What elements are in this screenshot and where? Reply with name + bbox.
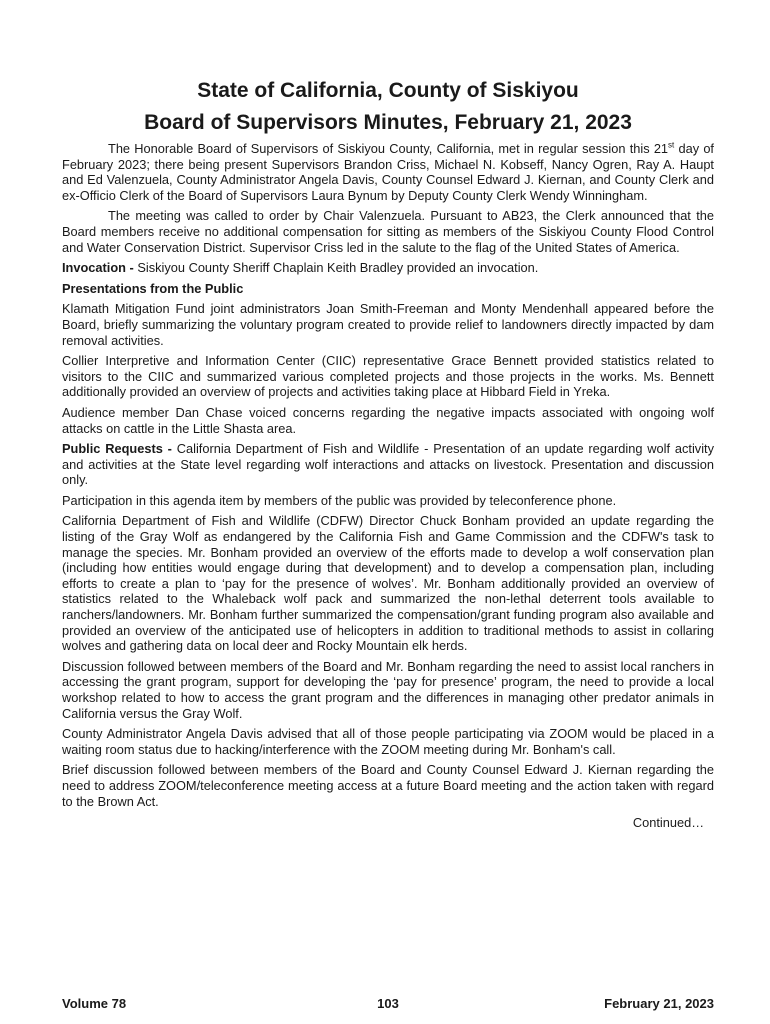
ordinal-suffix: st bbox=[668, 140, 675, 150]
continued-note: Continued… bbox=[632, 815, 704, 831]
document-title: State of California, County of Siskiyou bbox=[197, 79, 579, 102]
footer-page-number: 103 bbox=[377, 996, 399, 1011]
invocation-paragraph bbox=[62, 260, 714, 276]
document-content bbox=[62, 78, 714, 830]
body-paragraph: County Administrator Angela Davis advised that all of those people participating via ZOOM would be placed in a waiting room status due to hacking/interference with the ZOOM meeting during Mr. Bonham's call. bbox=[62, 726, 714, 757]
opening-text-start: The Honorable Board of Supervisors of Siskiyou County, California, met in regular session this 21 bbox=[108, 141, 669, 156]
invocation-label: Invocation - bbox=[62, 260, 134, 276]
public-requests-label: Public Requests - bbox=[62, 441, 172, 457]
opening-text-end: day of February 2023; there being present Supervisors Brandon Criss, Michael N. Kobseff, Nancy Ogren, Ray A. Haupt and Ed Valenzuela, County Administrator Angela Davis, County Counsel Edward J. Kiernan, and County Clerk and ex-Officio Clerk of the Board of Supervisors Laura Bynum by Deputy County Clerk Wendy Winningham. bbox=[62, 141, 714, 203]
presentation-paragraph: Klamath Mitigation Fund joint administrators Joan Smith-Freeman and Monty Mendenhall appeared before the Board, briefly summarizing the voluntary program created to provide relief to landowners directly impacted by dam removal activities. bbox=[62, 301, 714, 348]
presentations-heading: Presentations from the Public bbox=[62, 280, 244, 296]
footer-date: February 21, 2023 bbox=[604, 996, 714, 1011]
invocation-text: Siskiyou County Sheriff Chaplain Keith Bradley provided an invocation. bbox=[133, 260, 539, 276]
call-to-order-paragraph: The meeting was called to order by Chair Valenzuela. Pursuant to AB23, the Clerk announced that the Board members receive no additional compensation for sitting as members of the Siskiyou County Flood Control and Water Conservation District. Supervisor Criss led in the salute to the flag of the United States of America. bbox=[62, 208, 714, 255]
public-requests-paragraph bbox=[62, 441, 714, 488]
body-paragraph: Discussion followed between members of the Board and Mr. Bonham regarding the need to assist local ranchers in accessing the grant program, support for developing the ‘pay for presence’ program, the need to provide a local workshop related to how to access the grant program and the differences in managing other predator animals in California versus the Gray Wolf. bbox=[62, 658, 714, 721]
presentation-paragraph: Collier Interpretive and Information Center (CIIC) representative Grace Bennett provided statistics related to visitors to the CIIC and summarized various completed projects and those projects in the works. Ms. Bennett additionally provided an overview of projects and activities taking place at Hibbard Field in Yreka. bbox=[62, 353, 714, 400]
body-paragraph: Participation in this agenda item by members of the public was provided by teleconference phone. bbox=[62, 492, 617, 508]
document-subtitle: Board of Supervisors Minutes, February 21, 2023 bbox=[144, 111, 632, 134]
opening-paragraph bbox=[62, 141, 714, 203]
body-paragraph: California Department of Fish and Wildlife (CDFW) Director Chuck Bonham provided an update regarding the listing of the Gray Wolf as endangered by the California Fish and Game Commission and the CDFW's task to manage the species. Mr. Bonham provided an overview of the efforts made to develop a wolf conservation plan (including how entities would engage during that development) and to develop a compensation plan, including efforts to create a plan to ‘pay for the presence of wolves’. Mr. Bonham additionally provided an overview of statistics related to the Whaleback wolf pack and summarized the non-lethal deterrent tools available to ranchers/landowners. Mr. Bonham further summarized the compensation/grant funding program also available and provided an overview of the anticipated use of helicopters in addition to traditional methods to assist in collaring wolves and gathering data on local deer and Rocky Mountain elk herds. bbox=[62, 513, 714, 654]
footer-volume: Volume 78 bbox=[62, 996, 127, 1011]
page-footer bbox=[62, 996, 714, 1014]
body-paragraph: Brief discussion followed between members of the Board and County Counsel Edward J. Kiernan regarding the need to address ZOOM/teleconference meeting access at a future Board meeting and the action taken with regard to the Brown Act. bbox=[62, 762, 714, 809]
presentation-paragraph: Audience member Dan Chase voiced concerns regarding the negative impacts associated with ongoing wolf attacks on cattle in the Little Shasta area. bbox=[62, 404, 714, 436]
public-requests-text: California Department of Fish and Wildlife - Presentation of an update regarding wolf activity and activities at the State level regarding wolf interactions and attacks on livestock. Presentation and discussion only. bbox=[62, 441, 715, 488]
